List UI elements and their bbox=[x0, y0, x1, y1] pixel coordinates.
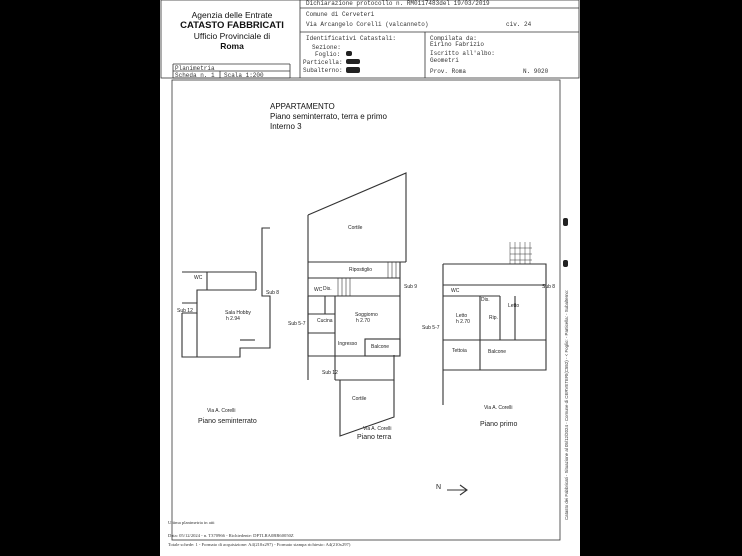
redacted-side-1 bbox=[563, 218, 568, 226]
terra-cortile-top: Cortile bbox=[348, 225, 363, 231]
planimetria-label: Planimetria bbox=[175, 65, 215, 72]
redacted-foglio bbox=[346, 51, 352, 56]
redacted-subalterno bbox=[346, 67, 360, 73]
semi-wc: WC bbox=[194, 275, 203, 281]
id-title: Identificativi Catastali: bbox=[306, 35, 397, 42]
cadastral-sheet bbox=[160, 0, 580, 556]
albo-number: N. 9020 bbox=[523, 68, 549, 75]
terra-street: Via A. Corelli bbox=[363, 426, 392, 432]
footer-line-1: Ultima planimetria in atti bbox=[168, 520, 215, 525]
agency-name: Agenzia delle Entrate bbox=[191, 10, 273, 20]
primo-floor-label: Piano primo bbox=[480, 421, 518, 428]
semi-height: h 2.94 bbox=[226, 316, 240, 322]
north-label: N bbox=[436, 484, 442, 491]
primo-sub5-7: Sub 5-7 bbox=[422, 325, 440, 331]
albo: Geometri bbox=[430, 57, 459, 64]
terra-cortile-bottom: Cortile bbox=[352, 396, 367, 402]
redacted-side-2 bbox=[563, 260, 568, 267]
semi-floor-label: Piano seminterrato bbox=[198, 418, 257, 425]
primo-letto-2: Letto bbox=[456, 313, 468, 319]
primo-height: h 2.70 bbox=[456, 319, 470, 325]
terra-wc: WC bbox=[314, 287, 323, 293]
provincia: Prov. Roma bbox=[430, 68, 467, 75]
iscritto-label: Iscritto all'albo: bbox=[430, 50, 495, 57]
semi-sala-hobby: Sala Hobby bbox=[225, 310, 251, 316]
primo-tettoia: Tettoia bbox=[452, 348, 467, 354]
primo-wc: WC bbox=[451, 288, 460, 294]
agency-office: Ufficio Provinciale di bbox=[193, 31, 271, 41]
civico: civ. 24 bbox=[506, 21, 532, 28]
terra-floor-label: Piano terra bbox=[357, 434, 392, 441]
redacted-particella bbox=[346, 59, 360, 64]
sezione-label: Sezione: bbox=[312, 44, 341, 51]
terra-ingresso: Ingresso bbox=[338, 341, 358, 347]
semi-sub8: Sub 8 bbox=[266, 290, 280, 296]
scheda: Scheda n. 1 bbox=[175, 72, 215, 79]
floor-plan-walls bbox=[182, 173, 546, 495]
protocol-line: Dichiarazione protocollo n. RM0117483del 19/03/2019 bbox=[306, 0, 490, 7]
plan-title: APPARTAMENTO bbox=[270, 102, 335, 111]
primo-rip: Rip. bbox=[489, 315, 498, 321]
subalterno-label: Subalterno: bbox=[303, 67, 343, 74]
comune: Comune di Cerveteri bbox=[306, 11, 375, 18]
primo-sub8: Sub 8 bbox=[542, 284, 556, 290]
primo-dis: Dis. bbox=[481, 297, 490, 303]
terra-dis: Dis. bbox=[323, 286, 332, 292]
terra-height: h 2.70 bbox=[356, 318, 370, 324]
terra-ripostiglio: Ripostiglio bbox=[349, 267, 373, 273]
terra-sub12: Sub 12 bbox=[322, 370, 338, 376]
terra-sub9: Sub 9 bbox=[404, 284, 418, 290]
agency-catasto: CATASTO FABBRICATI bbox=[180, 20, 284, 31]
terra-cucina: Cucina bbox=[317, 318, 333, 324]
address: Via Arcangelo Corelli (valcanneto) bbox=[306, 21, 429, 28]
compilata-label: Compilata da: bbox=[430, 35, 477, 42]
footer-line-2: Data: 05/12/2024 - n. T370966 - Richiedente: DPTLRA0BR60050Z bbox=[168, 533, 294, 538]
plan-subtitle: Piano seminterrato, terra e primo bbox=[270, 112, 387, 121]
footer-line-3: Totale schede: 1 - Formato di acquisizione: A4(210x297) - Formato stampa richiesto: A4(210x297) bbox=[168, 542, 351, 547]
semi-street: Via A. Corelli bbox=[207, 408, 236, 414]
plan-drawing bbox=[160, 0, 580, 556]
terra-sub5-7: Sub 5-7 bbox=[288, 321, 306, 327]
foglio-label: Foglio: bbox=[315, 51, 341, 58]
terra-balcone: Balcone bbox=[371, 344, 390, 350]
plan-interno: Interno 3 bbox=[270, 122, 302, 131]
terra-soggiorno: Soggiorno bbox=[355, 312, 378, 318]
primo-street: Via A. Corelli bbox=[484, 405, 513, 411]
side-status-text: Catasto dei Fabbricati - Situazione al 05/12/2024 - Comune di CERVETERI(C552) - < Foglio: - Particella: - Subalterno: bbox=[564, 289, 569, 520]
compilatore: Eirino Fabrizio bbox=[430, 41, 485, 48]
agency-city: Roma bbox=[220, 41, 244, 51]
semi-sub12: Sub 12 bbox=[177, 308, 193, 314]
primo-balcone: Balcone bbox=[488, 349, 507, 355]
scala: Scala 1:200 bbox=[224, 72, 264, 79]
primo-letto-1: Letto bbox=[508, 303, 520, 309]
particella-label: Particella: bbox=[303, 59, 343, 66]
